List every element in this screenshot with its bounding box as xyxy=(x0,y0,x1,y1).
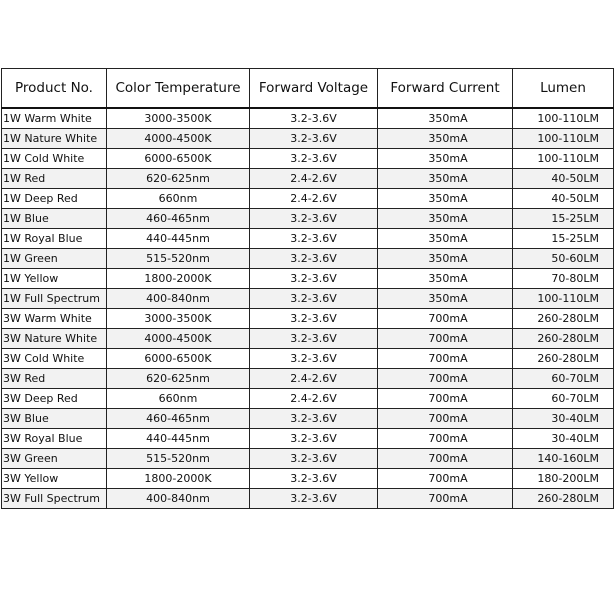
cell-forward-voltage: 3.2-3.6V xyxy=(250,329,378,349)
header-product-no: Product No. xyxy=(2,69,107,109)
cell-forward-voltage: 3.2-3.6V xyxy=(250,309,378,329)
cell-color-temperature: 4000-4500K xyxy=(107,129,250,149)
cell-product-no: 1W Red xyxy=(2,169,107,189)
cell-color-temperature: 440-445nm xyxy=(107,229,250,249)
table-row xyxy=(2,449,614,469)
cell-forward-current: 350mA xyxy=(378,149,513,169)
table-row xyxy=(2,209,614,229)
cell-forward-voltage: 3.2-3.6V xyxy=(250,129,378,149)
table-row xyxy=(2,489,614,509)
cell-forward-current: 700mA xyxy=(378,429,513,449)
led-spec-table xyxy=(1,68,614,509)
cell-product-no: 3W Full Spectrum xyxy=(2,489,107,509)
table-row xyxy=(2,309,614,329)
cell-forward-current: 350mA xyxy=(378,129,513,149)
cell-forward-current: 700mA xyxy=(378,469,513,489)
table-row xyxy=(2,108,614,129)
cell-product-no: 1W Cold White xyxy=(2,149,107,169)
cell-forward-voltage: 2.4-2.6V xyxy=(250,369,378,389)
cell-forward-voltage: 3.2-3.6V xyxy=(250,489,378,509)
cell-lumen: 260-280LM xyxy=(513,349,614,369)
table-row xyxy=(2,189,614,209)
cell-forward-voltage: 3.2-3.6V xyxy=(250,409,378,429)
cell-product-no: 3W Blue xyxy=(2,409,107,429)
cell-forward-current: 700mA xyxy=(378,369,513,389)
cell-forward-current: 700mA xyxy=(378,349,513,369)
cell-forward-voltage: 2.4-2.6V xyxy=(250,189,378,209)
cell-product-no: 1W Royal Blue xyxy=(2,229,107,249)
cell-forward-voltage: 3.2-3.6V xyxy=(250,449,378,469)
table-body xyxy=(2,108,614,509)
table-header-row xyxy=(2,69,614,109)
cell-lumen: 15-25LM xyxy=(513,229,614,249)
cell-lumen: 40-50LM xyxy=(513,189,614,209)
cell-color-temperature: 400-840nm xyxy=(107,489,250,509)
cell-forward-current: 350mA xyxy=(378,108,513,129)
cell-color-temperature: 400-840nm xyxy=(107,289,250,309)
cell-product-no: 3W Nature White xyxy=(2,329,107,349)
cell-lumen: 260-280LM xyxy=(513,489,614,509)
cell-forward-current: 350mA xyxy=(378,249,513,269)
cell-forward-current: 350mA xyxy=(378,169,513,189)
cell-product-no: 3W Cold White xyxy=(2,349,107,369)
cell-product-no: 1W Warm White xyxy=(2,108,107,129)
cell-lumen: 100-110LM xyxy=(513,149,614,169)
cell-forward-voltage: 3.2-3.6V xyxy=(250,149,378,169)
table-row xyxy=(2,369,614,389)
cell-lumen: 40-50LM xyxy=(513,169,614,189)
cell-lumen: 180-200LM xyxy=(513,469,614,489)
cell-lumen: 260-280LM xyxy=(513,329,614,349)
cell-color-temperature: 3000-3500K xyxy=(107,309,250,329)
table-row xyxy=(2,269,614,289)
cell-lumen: 260-280LM xyxy=(513,309,614,329)
table-row xyxy=(2,249,614,269)
cell-lumen: 70-80LM xyxy=(513,269,614,289)
cell-product-no: 1W Nature White xyxy=(2,129,107,149)
table-row xyxy=(2,169,614,189)
cell-forward-voltage: 3.2-3.6V xyxy=(250,349,378,369)
cell-forward-voltage: 3.2-3.6V xyxy=(250,289,378,309)
header-forward-current: Forward Current xyxy=(378,69,513,109)
table-row xyxy=(2,149,614,169)
cell-forward-voltage: 3.2-3.6V xyxy=(250,209,378,229)
cell-product-no: 3W Yellow xyxy=(2,469,107,489)
cell-color-temperature: 6000-6500K xyxy=(107,349,250,369)
table-row xyxy=(2,409,614,429)
table-row xyxy=(2,129,614,149)
cell-color-temperature: 1800-2000K xyxy=(107,469,250,489)
cell-forward-voltage: 3.2-3.6V xyxy=(250,429,378,449)
cell-color-temperature: 1800-2000K xyxy=(107,269,250,289)
table-row xyxy=(2,469,614,489)
cell-forward-current: 350mA xyxy=(378,189,513,209)
cell-product-no: 1W Blue xyxy=(2,209,107,229)
cell-forward-voltage: 3.2-3.6V xyxy=(250,269,378,289)
cell-lumen: 100-110LM xyxy=(513,289,614,309)
cell-color-temperature: 515-520nm xyxy=(107,449,250,469)
header-color-temperature: Color Temperature xyxy=(107,69,250,109)
cell-lumen: 60-70LM xyxy=(513,369,614,389)
cell-forward-current: 700mA xyxy=(378,329,513,349)
cell-product-no: 3W Royal Blue xyxy=(2,429,107,449)
cell-lumen: 100-110LM xyxy=(513,108,614,129)
cell-lumen: 100-110LM xyxy=(513,129,614,149)
cell-forward-voltage: 3.2-3.6V xyxy=(250,249,378,269)
cell-color-temperature: 3000-3500K xyxy=(107,108,250,129)
cell-forward-current: 350mA xyxy=(378,209,513,229)
cell-product-no: 1W Deep Red xyxy=(2,189,107,209)
cell-forward-voltage: 2.4-2.6V xyxy=(250,169,378,189)
cell-product-no: 3W Green xyxy=(2,449,107,469)
cell-forward-current: 350mA xyxy=(378,289,513,309)
table-row xyxy=(2,349,614,369)
cell-color-temperature: 620-625nm xyxy=(107,369,250,389)
cell-product-no: 3W Red xyxy=(2,369,107,389)
cell-color-temperature: 6000-6500K xyxy=(107,149,250,169)
cell-forward-voltage: 3.2-3.6V xyxy=(250,108,378,129)
header-lumen: Lumen xyxy=(513,69,614,109)
cell-product-no: 3W Deep Red xyxy=(2,389,107,409)
cell-color-temperature: 515-520nm xyxy=(107,249,250,269)
cell-forward-current: 700mA xyxy=(378,389,513,409)
cell-lumen: 140-160LM xyxy=(513,449,614,469)
cell-forward-current: 700mA xyxy=(378,409,513,429)
table-row xyxy=(2,429,614,449)
cell-color-temperature: 660nm xyxy=(107,389,250,409)
cell-product-no: 3W Warm White xyxy=(2,309,107,329)
cell-lumen: 15-25LM xyxy=(513,209,614,229)
cell-color-temperature: 460-465nm xyxy=(107,209,250,229)
cell-forward-current: 350mA xyxy=(378,269,513,289)
cell-color-temperature: 440-445nm xyxy=(107,429,250,449)
cell-color-temperature: 660nm xyxy=(107,189,250,209)
table-row xyxy=(2,229,614,249)
cell-color-temperature: 620-625nm xyxy=(107,169,250,189)
cell-lumen: 60-70LM xyxy=(513,389,614,409)
cell-color-temperature: 460-465nm xyxy=(107,409,250,429)
cell-lumen: 30-40LM xyxy=(513,409,614,429)
cell-lumen: 50-60LM xyxy=(513,249,614,269)
cell-product-no: 1W Full Spectrum xyxy=(2,289,107,309)
cell-forward-current: 350mA xyxy=(378,229,513,249)
cell-color-temperature: 4000-4500K xyxy=(107,329,250,349)
table-row xyxy=(2,329,614,349)
cell-product-no: 1W Yellow xyxy=(2,269,107,289)
header-forward-voltage: Forward Voltage xyxy=(250,69,378,109)
cell-product-no: 1W Green xyxy=(2,249,107,269)
cell-forward-voltage: 2.4-2.6V xyxy=(250,389,378,409)
cell-forward-current: 700mA xyxy=(378,489,513,509)
cell-forward-voltage: 3.2-3.6V xyxy=(250,229,378,249)
cell-forward-voltage: 3.2-3.6V xyxy=(250,469,378,489)
cell-forward-current: 700mA xyxy=(378,309,513,329)
table-row xyxy=(2,389,614,409)
cell-forward-current: 700mA xyxy=(378,449,513,469)
cell-lumen: 30-40LM xyxy=(513,429,614,449)
table-row xyxy=(2,289,614,309)
